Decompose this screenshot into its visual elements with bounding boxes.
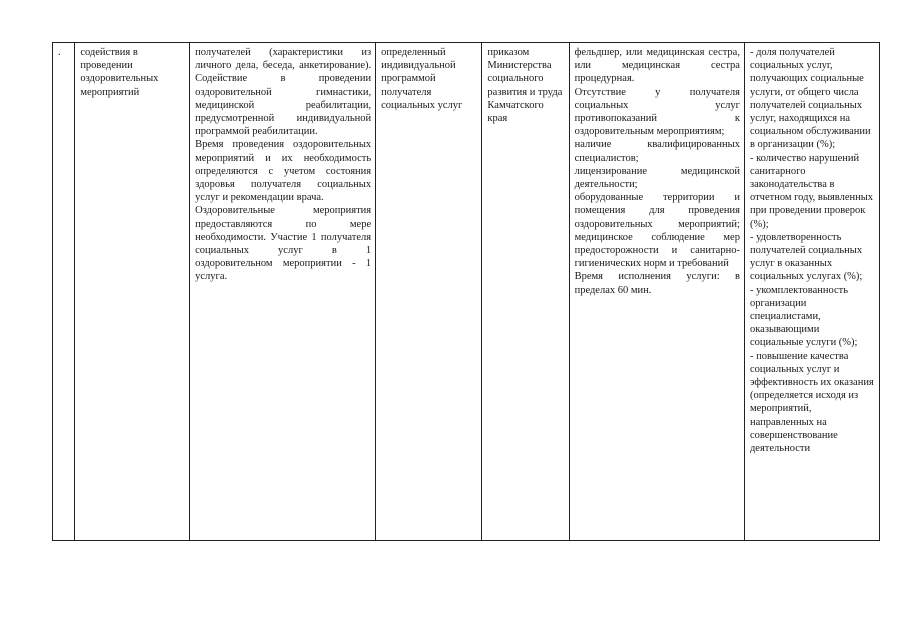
service-name: содействия в проведении оздоровительных мероприятий: [80, 47, 159, 98]
tariff-text: приказом Министерства социального развития и труда Камчатского края: [487, 47, 563, 125]
service-name-cell: [75, 43, 190, 541]
conditions-cell: [569, 43, 744, 541]
indicators-cell: [744, 43, 879, 541]
service-description: получателей (характеристики из личного дела, беседа, анкетирование). Содействие в проведении оздоровительной гимнастики, медицинской реабилитации, предусмотренной индивидуальной программой реабилитации. Время проведения оздоровительных мероприятий и их необходимость определяются с учетом состояния здоровья получателя социальных услуг и рекомендации врача. Оздоровительные мероприятия предоставляются по мере необходимости. Участие 1 получателя социальных услуг в 1 оздоровительном мероприятии - 1 услуга.: [195, 47, 372, 283]
indicators-text: - доля получателей социальных услуг, получающих социальные услуги, от общего числа получателей социальных услуг, находящихся на социальном обслуживании в организации (%); - количество нарушений санитарного законодательства в отчетном году, выявленных при проведении проверок (%); - удовлетворенность получателей социальных услуг в оказанных социальных услугах (%); - укомплектованность организации специалистами, оказывающими социальные услуги (%); - повышение качества социальных услуг и эффективность их оказания (определяется исходя из мероприятий, направленных на совершенствование деятельности: [749, 47, 874, 455]
tariff-cell: [482, 43, 569, 541]
row-number: .: [58, 47, 61, 58]
conditions-text: фельдшер, или медицинская сестра, или медицинская сестра процедурная. Отсутствие у получателя социальных услуг противопоказаний к оздоровительным мероприятиям; наличие квалифицированных специалистов; лицензирование медицинской деятельности; оборудованные территории и помещения для проведения оздоровительных мероприятий; медицинское соблюдение мер предосторожности и санитарно-гигиенических норм и требований Время исполнения услуги: в пределах 60 мин.: [574, 47, 740, 296]
service-description-cell: [190, 43, 376, 541]
recipient-text: определенный индивидуальной программой получателя социальных услуг: [381, 47, 463, 111]
table-row: [53, 43, 880, 541]
recipient-cell: [376, 43, 482, 541]
services-table: [52, 42, 880, 541]
row-number-cell: [53, 43, 75, 541]
